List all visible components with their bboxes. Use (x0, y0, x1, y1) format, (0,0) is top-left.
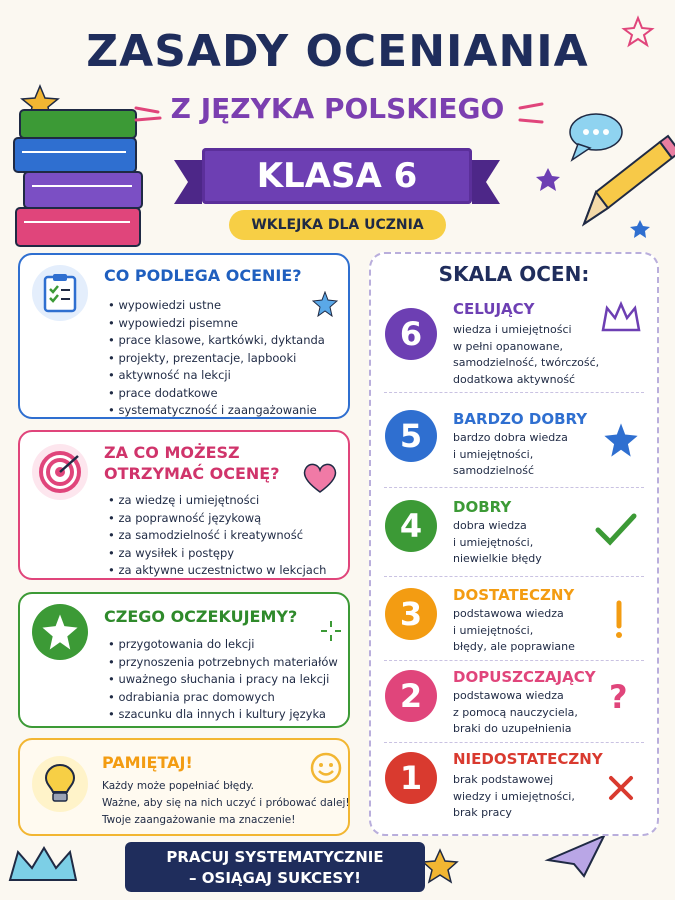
star-icon (312, 291, 338, 317)
exclamation-icon (609, 600, 629, 640)
star-icon (423, 850, 457, 882)
card-assessed-list (108, 297, 325, 420)
grade-name: NIEDOSTATECZNY (453, 750, 603, 768)
grade-number: 5 (385, 410, 437, 462)
grade-desc-line: brak pracy (453, 806, 512, 819)
grade-desc-line: i umiejętności, (453, 447, 534, 461)
star-icon (630, 220, 650, 238)
list-item: • za wiedzę i umiejętności (108, 492, 326, 510)
list-item: • za aktywne uczestnictwo w lekcjach (108, 562, 326, 580)
grade-desc-line: dobra wiedza (453, 519, 527, 532)
grade-name: CELUJĄCY (453, 300, 535, 318)
card-earn-list (108, 492, 326, 580)
grade-divider (384, 487, 644, 488)
list-item: • odrabiania prac domowych (108, 689, 338, 707)
card-assessed-title: CO PODLEGA OCENIE? (104, 266, 302, 285)
grade-desc-line: dodatkowa aktywność (453, 372, 576, 386)
star-icon (603, 422, 639, 458)
list-item: • prace dodatkowe (108, 385, 325, 403)
paper-plane-icon (548, 836, 604, 876)
card-expect-list (108, 636, 338, 724)
card-expect (18, 592, 350, 728)
grade-desc-line: podstawowa wiedza (453, 607, 564, 620)
grade-divider (384, 660, 644, 661)
grade-number: 6 (385, 308, 437, 360)
grade-desc-line: braki do uzupełnienia (453, 722, 572, 735)
list-item: • wypowiedzi ustne (108, 297, 325, 315)
card-earn-title-line1: ZA CO MOŻESZ (104, 443, 240, 462)
grade-number: 2 (385, 670, 437, 722)
card-remember-title: PAMIĘTAJ! (102, 753, 193, 772)
remember-line: Ważne, aby się na nich uczyć i próbować dalej! (102, 797, 350, 809)
grade-desc-line: i umiejętności, (453, 535, 534, 549)
grade-desc-line: i umiejętności, (453, 623, 534, 637)
footer-banner (125, 842, 425, 892)
grade-number: 3 (385, 588, 437, 640)
list-item: • projekty, prezentacje, lapbooki (108, 350, 325, 368)
grade-name: BARDZO DOBRY (453, 410, 588, 428)
grade-description (453, 772, 575, 822)
lightbulb-icon (32, 756, 88, 812)
list-item: • szacunku dla innych i kultury języka (108, 706, 338, 724)
grade-number: 4 (385, 500, 437, 552)
grade-divider (384, 392, 644, 393)
page-subtitle: Z JĘZYKA POLSKIEGO (170, 92, 505, 125)
grade-desc-line: samodzielność (453, 464, 535, 477)
question-icon: ? (609, 678, 628, 716)
remember-line: Każdy może popełniać błędy. (102, 780, 254, 792)
grade-desc-line: niewielkie błędy (453, 552, 542, 565)
grade-divider (384, 742, 644, 743)
checkmark-icon (595, 512, 637, 546)
grade-number: 1 (385, 752, 437, 804)
footer-line2: – OSIĄGAJ SUKCESY! (189, 869, 361, 887)
grade-desc-line: podstawowa wiedza (453, 689, 564, 702)
list-item: • systematyczność i zaangażowanie (108, 402, 325, 420)
card-remember (18, 738, 350, 836)
grade-divider (384, 576, 644, 577)
card-remember-text (102, 778, 350, 829)
remember-line: Twoje zaangażowanie ma znaczenie! (102, 814, 296, 826)
grade-desc-line: bardzo dobra wiedza (453, 431, 568, 444)
list-item: • prace klasowe, kartkówki, dyktanda (108, 332, 325, 350)
clipboard-checklist-icon (32, 265, 88, 321)
card-earn-title (104, 442, 280, 484)
list-item: • za wysiłek i postępy (108, 545, 326, 563)
grade-desc-line: w pełni opanowane, (453, 339, 564, 353)
target-icon (32, 444, 88, 500)
list-item: • za samodzielność i kreatywność (108, 527, 326, 545)
grade-description (453, 430, 568, 480)
list-item: • wypowiedzi pisemne (108, 315, 325, 333)
page-title: ZASADY OCENIANIA (86, 26, 589, 77)
grade-name: DOBRY (453, 498, 512, 516)
grade-desc-line: z pomocą nauczyciela, (453, 705, 578, 719)
card-earn-title-line2: OTRZYMAĆ OCENĘ? (104, 464, 280, 483)
list-item: • aktywność na lekcji (108, 367, 325, 385)
footer-line1: PRACUJ SYSTEMATYCZNIE (166, 848, 384, 866)
list-item: • przygotowania do lekcji (108, 636, 338, 654)
sparkle-icon (320, 620, 342, 642)
crown-icon (599, 300, 643, 336)
grade-name: DOSTATECZNY (453, 586, 575, 604)
grade-description (453, 688, 578, 738)
grade-description (453, 606, 575, 656)
list-item: • za poprawność językową (108, 510, 326, 528)
heart-icon (302, 462, 338, 494)
grade-desc-line: błędy, ale poprawiane (453, 640, 575, 653)
grade-desc-line: samodzielność, twórczość, (453, 356, 600, 369)
card-assessed (18, 253, 350, 419)
star-icon (536, 168, 560, 191)
scale-title: SKALA OCEN: (438, 262, 590, 286)
list-item: • uważnego słuchania i pracy na lekcji (108, 671, 338, 689)
list-item: • przynoszenia potrzebnych materiałów (108, 654, 338, 672)
grade-description (453, 518, 542, 568)
grade-desc-line: wiedza i umiejętności (453, 323, 572, 336)
card-expect-title: CZEGO OCZEKUJEMY? (104, 607, 298, 626)
star-icon (32, 604, 88, 660)
books-icon (14, 110, 142, 246)
grade-desc-line: brak podstawowej (453, 773, 554, 786)
sticker-label: WKLEJKA DLA UCZNIA (229, 210, 446, 240)
crown-icon (10, 848, 76, 880)
smiley-icon (310, 752, 342, 784)
class-ribbon: KLASA 6 (202, 148, 472, 204)
grade-desc-line: wiedzy i umiejętności, (453, 789, 575, 803)
grade-description (453, 322, 599, 388)
cross-icon (607, 774, 635, 802)
grade-name: DOPUSZCZAJĄCY (453, 668, 596, 686)
card-earn (18, 430, 350, 580)
